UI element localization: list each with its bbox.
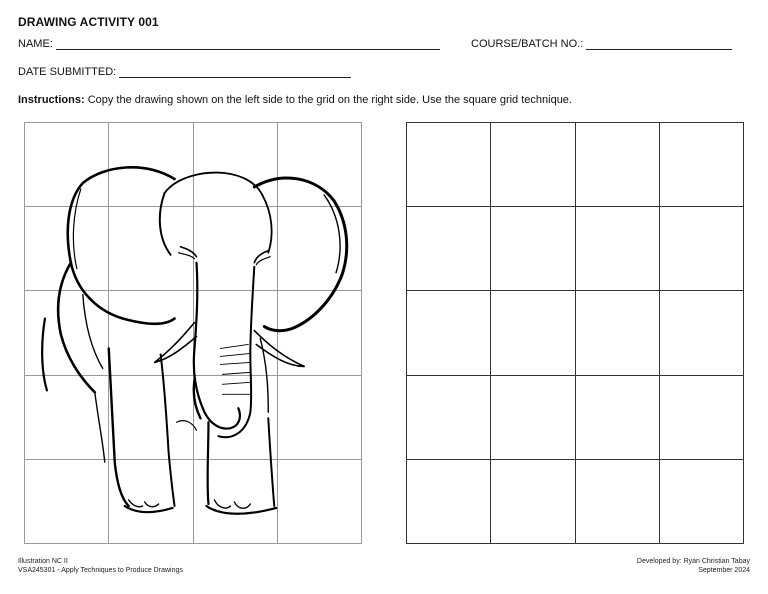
practice-grid-cell[interactable] <box>660 123 744 207</box>
date-label: DATE SUBMITTED: <box>18 66 117 78</box>
practice-grid-cell[interactable] <box>660 460 744 544</box>
name-line[interactable] <box>56 38 440 50</box>
practice-grid-cell[interactable] <box>576 291 660 375</box>
date-field-row <box>18 66 351 78</box>
practice-grid <box>406 122 744 544</box>
practice-grid-cell[interactable] <box>491 291 575 375</box>
footer-date: September 2024 <box>698 567 750 574</box>
practice-grid-cell[interactable] <box>660 376 744 460</box>
practice-grid-cell[interactable] <box>407 376 491 460</box>
date-line[interactable] <box>119 66 351 78</box>
name-field-row <box>18 38 440 50</box>
practice-grid-cell[interactable] <box>491 207 575 291</box>
reference-grid <box>24 122 362 544</box>
practice-grid-cell[interactable] <box>407 460 491 544</box>
course-field-row <box>471 38 732 50</box>
instructions <box>18 94 572 106</box>
footer-unit-code: VSA245301 - Apply Techniques to Produce Drawings <box>18 567 183 574</box>
footer-author-info <box>637 557 750 575</box>
practice-grid-cell[interactable] <box>660 291 744 375</box>
instructions-text: Copy the drawing shown on the left side to the grid on the right side. Use the square grid technique. <box>87 94 572 106</box>
practice-grid-cell[interactable] <box>660 207 744 291</box>
practice-grid-cell[interactable] <box>491 376 575 460</box>
instructions-label: Instructions: <box>18 94 85 106</box>
practice-grid-cell[interactable] <box>576 207 660 291</box>
footer-developer: Developed by: Ryan Christian Tabay <box>636 558 750 565</box>
practice-grid-cell[interactable] <box>407 291 491 375</box>
footer-course-info <box>18 557 183 575</box>
practice-grid-cell[interactable] <box>491 460 575 544</box>
practice-grid-cell[interactable] <box>491 123 575 207</box>
practice-grid-cell[interactable] <box>576 123 660 207</box>
practice-grid-cell[interactable] <box>407 207 491 291</box>
course-label: COURSE/BATCH NO.: <box>471 38 584 50</box>
practice-grid-cell[interactable] <box>407 123 491 207</box>
elephant-line-art-icon <box>25 123 362 544</box>
footer-qualification: Illustration NC II <box>18 558 68 565</box>
practice-grid-cell[interactable] <box>576 460 660 544</box>
practice-grid-cells <box>407 123 744 544</box>
course-line[interactable] <box>586 38 732 50</box>
name-label: NAME: <box>18 38 53 50</box>
practice-grid-cell[interactable] <box>576 376 660 460</box>
activity-title: DRAWING ACTIVITY 001 <box>18 15 159 29</box>
